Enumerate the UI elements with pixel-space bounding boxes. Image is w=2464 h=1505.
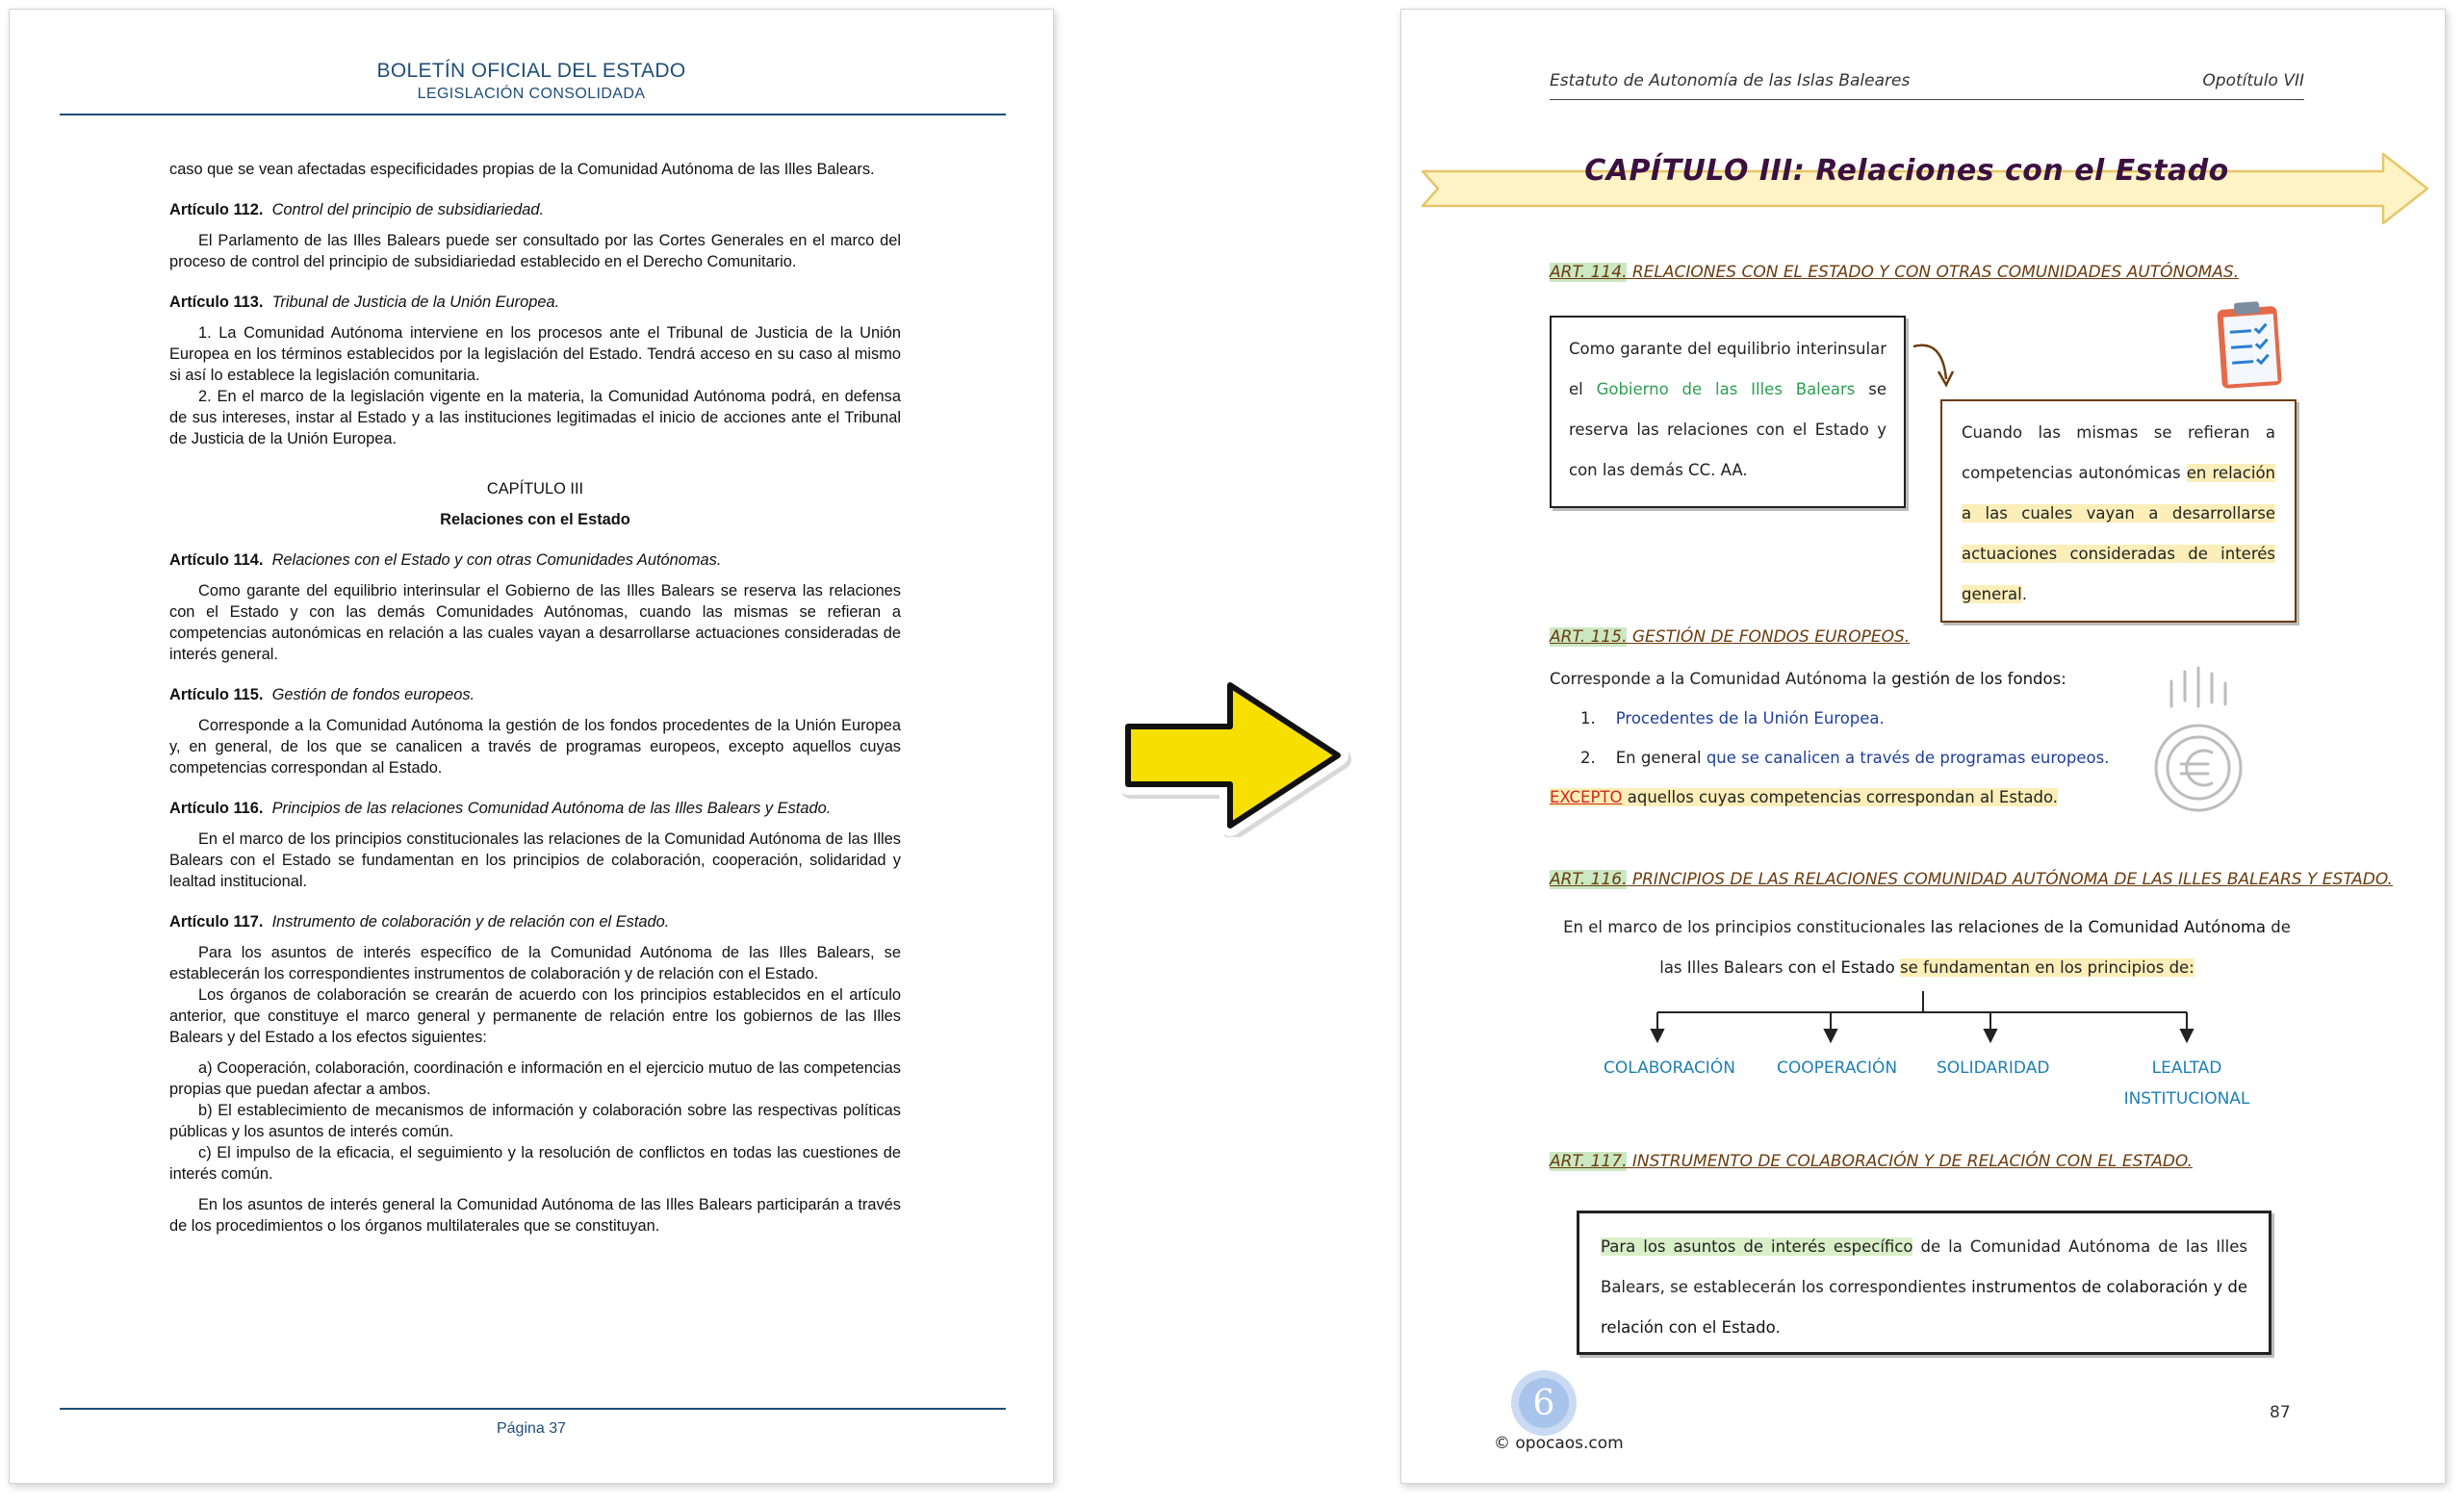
emphasis-text: con el Estado [1787, 958, 1895, 977]
article-title: PRINCIPIOS DE LAS RELACIONES COMUNIDAD AUTÓNOMA DE LAS ILLES BALEARS Y ESTADO. [1627, 870, 2393, 889]
article-heading-116 [169, 798, 901, 819]
article-title: Instrumento de colaboración y de relación con el Estado. [271, 913, 670, 931]
article-title: Gestión de fondos europeos. [271, 686, 475, 703]
article-title: GESTIÓN DE FONDOS EUROPEOS. [1627, 627, 1911, 647]
article-title: Tribunal de Justicia de la Unión Europea. [271, 293, 560, 311]
principle-label: LEALTAD [2151, 1059, 2222, 1078]
article-title: Control del principio de subsidiariedad. [271, 201, 545, 218]
article-number: ART. 115. [1550, 627, 1628, 647]
article-title: RELACIONES CON EL ESTADO Y CON OTRAS COMUNIDADES AUTÓNOMAS. [1627, 263, 2240, 282]
article-number: ART. 117. [1550, 1152, 1628, 1171]
text: En el marco de los principios constitucionales [1563, 918, 1931, 936]
summary-box [1577, 1211, 2272, 1355]
summary-box [1940, 399, 2297, 623]
opocaos-logo-icon [1505, 1365, 1582, 1441]
article-number: ART. 114. [1550, 263, 1628, 282]
list-item: b) El establecimiento de mecanismos de información y colaboración sobre las respectivas políticas públicas y los asuntos de interés común. [169, 1102, 901, 1140]
principle-cooperation: COOPERACIÓN [1777, 1059, 1898, 1078]
article-heading-112 [169, 199, 901, 220]
paragraph-line [1550, 958, 2304, 977]
article-number: Artículo 115. [169, 686, 264, 703]
footer-divider [60, 1408, 1006, 1410]
article-title: INSTRUMENTO DE COLABORACIÓN Y DE RELACIÓN CON EL ESTADO. [1627, 1152, 2194, 1171]
text: se reserva las relaciones con el Estado y con las demás CC. AA. [1569, 380, 1886, 479]
paragraph: caso que se vean afectadas especificidades propias de la Comunidad Autónoma de las Illes Balears. [169, 161, 875, 178]
clipboard-checklist-icon [2210, 300, 2287, 393]
article-heading-114 [169, 549, 901, 571]
article-heading-117 [169, 911, 901, 932]
article-heading-113 [169, 292, 901, 313]
paragraph: 2. En el marco de la legislación vigente en la materia, la Comunidad Autónoma podrá, en defensa de sus intereses, instar al Estado y a las instituciones legitimadas el inicio de acciones ante el Tribunal de Justicia de la Unión Europea. [169, 388, 901, 447]
paragraph-line [1550, 918, 2304, 936]
chapter-banner-title: CAPÍTULO III: Relaciones con el Estado [1584, 154, 2229, 188]
running-header [1550, 71, 2304, 90]
text: Corresponde a la Comunidad Autónoma la [1550, 670, 1892, 688]
running-header-section: Opotítulo VII [2202, 71, 2304, 90]
exception-line [1550, 787, 2058, 808]
logo-glyph: 6 [1532, 1384, 1555, 1423]
article-heading-116 [1550, 870, 2393, 889]
highlight-text: Gobierno de las Illes Balears [1596, 380, 1856, 398]
page-number: 87 [2270, 1403, 2291, 1422]
boe-header [10, 60, 1053, 103]
list-text: que se canalicen a través de programas europeos. [1706, 749, 2110, 767]
boe-header-subtitle: LEGISLACIÓN CONSOLIDADA [417, 86, 646, 102]
paragraph: Para los asuntos de interés específico de la Comunidad Autónoma de las Illes Balears, se establecerán los correspondientes instrumentos de colaboración y de relación con el Estado. [169, 944, 901, 982]
text: : [2061, 670, 2066, 688]
article-heading-115 [169, 684, 901, 705]
list-item [1580, 748, 2109, 769]
header-divider [60, 114, 1006, 115]
euro-coin-icon [2143, 664, 2248, 818]
article-title: Relaciones con el Estado y con otras Comunidades Autónomas. [271, 551, 722, 569]
list-item [1580, 708, 1885, 729]
article-number: ART. 116. [1550, 870, 1628, 889]
principle-collaboration: COLABORACIÓN [1604, 1059, 1735, 1078]
logo-text: © opocaos.com [1494, 1434, 1624, 1453]
paragraph: El Parlamento de las Illes Balears puede ser consultado por las Cortes Generales en el marco del proceso de control del principio de subsidiariedad establecido en el Derecho Comunitario. [169, 232, 901, 270]
list-number: 1. [1580, 709, 1596, 727]
chapter-label: CAPÍTULO III [486, 480, 584, 497]
principles-tree-connector [1594, 991, 2268, 1049]
emphasis-text: las relaciones de la Comunidad Autónoma [1930, 918, 2267, 936]
list-item: a) Cooperación, colaboración, coordinación e información en el ejercicio mutuo de las competencias propias que puedan afectar a ambos. [169, 1059, 901, 1098]
curved-arrow-icon [1912, 337, 1969, 395]
summary-page [1400, 9, 2446, 1484]
principle-loyalty [2119, 1053, 2254, 1114]
article-heading-117 [1550, 1152, 2193, 1171]
principle-label: INSTITUCIONAL [2123, 1089, 2250, 1109]
article-number: Artículo 114. [169, 551, 264, 569]
highlight-text: se fundamentan en los principios de: [1899, 958, 2194, 977]
article-title: Principios de las relaciones Comunidad Autónoma de las Illes Balears y Estado. [271, 800, 832, 817]
text: las Illes Balears [1659, 958, 1788, 977]
article-heading-114 [1550, 263, 2239, 282]
paragraph: Como garante del equilibrio interinsular el Gobierno de las Illes Balears se reserva las relaciones con el Estado y con las demás Comunidades Autónomas, cuando las mismas se refieran a competencias autonómicas en relación a las cuales vayan a desarrollarse actuaciones consideradas de interés general. [169, 582, 901, 663]
text: . [1775, 1318, 1781, 1337]
highlight-text: aquellos cuyas competencias correspondan al Estado. [1622, 788, 2059, 806]
text: Como garante del equilibrio interinsular el [1569, 340, 1886, 398]
boe-body [169, 159, 901, 1237]
running-header-title: Estatuto de Autonomía de las Islas Baleares [1550, 71, 1911, 90]
text: Cuando las mismas se refieran a competencias autonómicas [1962, 423, 2275, 482]
highlight-text: en relación a las cuales vayan a desarrollarse actuaciones consideradas de interés general [1962, 464, 2275, 603]
paragraph: 1. La Comunidad Autónoma interviene en los procesos ante el Tribunal de Justicia de la Unión Europea en los términos establecidos por la legislación del Estado. Tendrá acceso en su caso al mismo si así lo establece la legislación comunitaria. [169, 324, 901, 384]
header-divider [1550, 99, 2304, 100]
chapter-title: Relaciones con el Estado [440, 511, 630, 528]
right-arrow-icon [1115, 674, 1355, 837]
paragraph: En el marco de los principios constitucionales las relaciones de la Comunidad Autónoma de las Illes Balears con el Estado se fundamentan en los principios de colaboración, cooperación, solidaridad y lealtad institucional. [169, 830, 901, 890]
summary-box [1550, 316, 1906, 508]
page-footer: Página 37 [496, 1420, 567, 1437]
list-text: Procedentes de la Unión Europea. [1615, 709, 1885, 727]
exception-label: EXCEPTO [1550, 788, 1623, 806]
paragraph: Corresponde a la Comunidad Autónoma la gestión de los fondos procedentes de la Unión Europea y, en general, de los que se canalicen a través de programas europeos, excepto aquellos cuyas competencias correspondan al Estado. [169, 717, 901, 777]
list-item: c) El impulso de la eficacia, el seguimiento y la resolución de conflictos en todas las cuestiones de interés común. [169, 1144, 901, 1183]
text: . [2021, 585, 2027, 603]
paragraph: En los asuntos de interés general la Comunidad Autónoma de las Illes Balears participarán a través de los procedimientos o los órganos multilaterales que se constituyan. [169, 1196, 901, 1235]
emphasis-text: instrumentos de colaboración y de relación con el Estado [1601, 1278, 2247, 1337]
boe-header-title: BOLETÍN OFICIAL DEL ESTADO [376, 60, 686, 82]
emphasis-text: gestión de los fondos [1891, 670, 2062, 688]
boe-page [9, 9, 1054, 1484]
text: En general [1615, 749, 1707, 767]
article-number: Artículo 117. [169, 913, 264, 931]
principle-solidarity: SOLIDARIDAD [1937, 1059, 2050, 1078]
paragraph: Los órganos de colaboración se crearán de acuerdo con los principios establecidos en el artículo anterior, que constituye el marco general y permanente de relación entre los gobiernos de las Illes Balears y del Estado a los efectos siguientes: [169, 986, 901, 1046]
list-number: 2. [1580, 749, 1596, 767]
article-number: Artículo 112. [169, 201, 264, 218]
highlight-text: Para los asuntos de interés específico [1601, 1237, 1913, 1256]
article-number: Artículo 113. [169, 293, 264, 311]
text: de [2266, 918, 2291, 936]
text: de la Comunidad Autónoma de las Illes Balears, se establecerán los correspondientes [1601, 1237, 2248, 1296]
paragraph [1550, 669, 2066, 690]
article-heading-115 [1550, 627, 1910, 647]
article-number: Artículo 116. [169, 800, 264, 817]
